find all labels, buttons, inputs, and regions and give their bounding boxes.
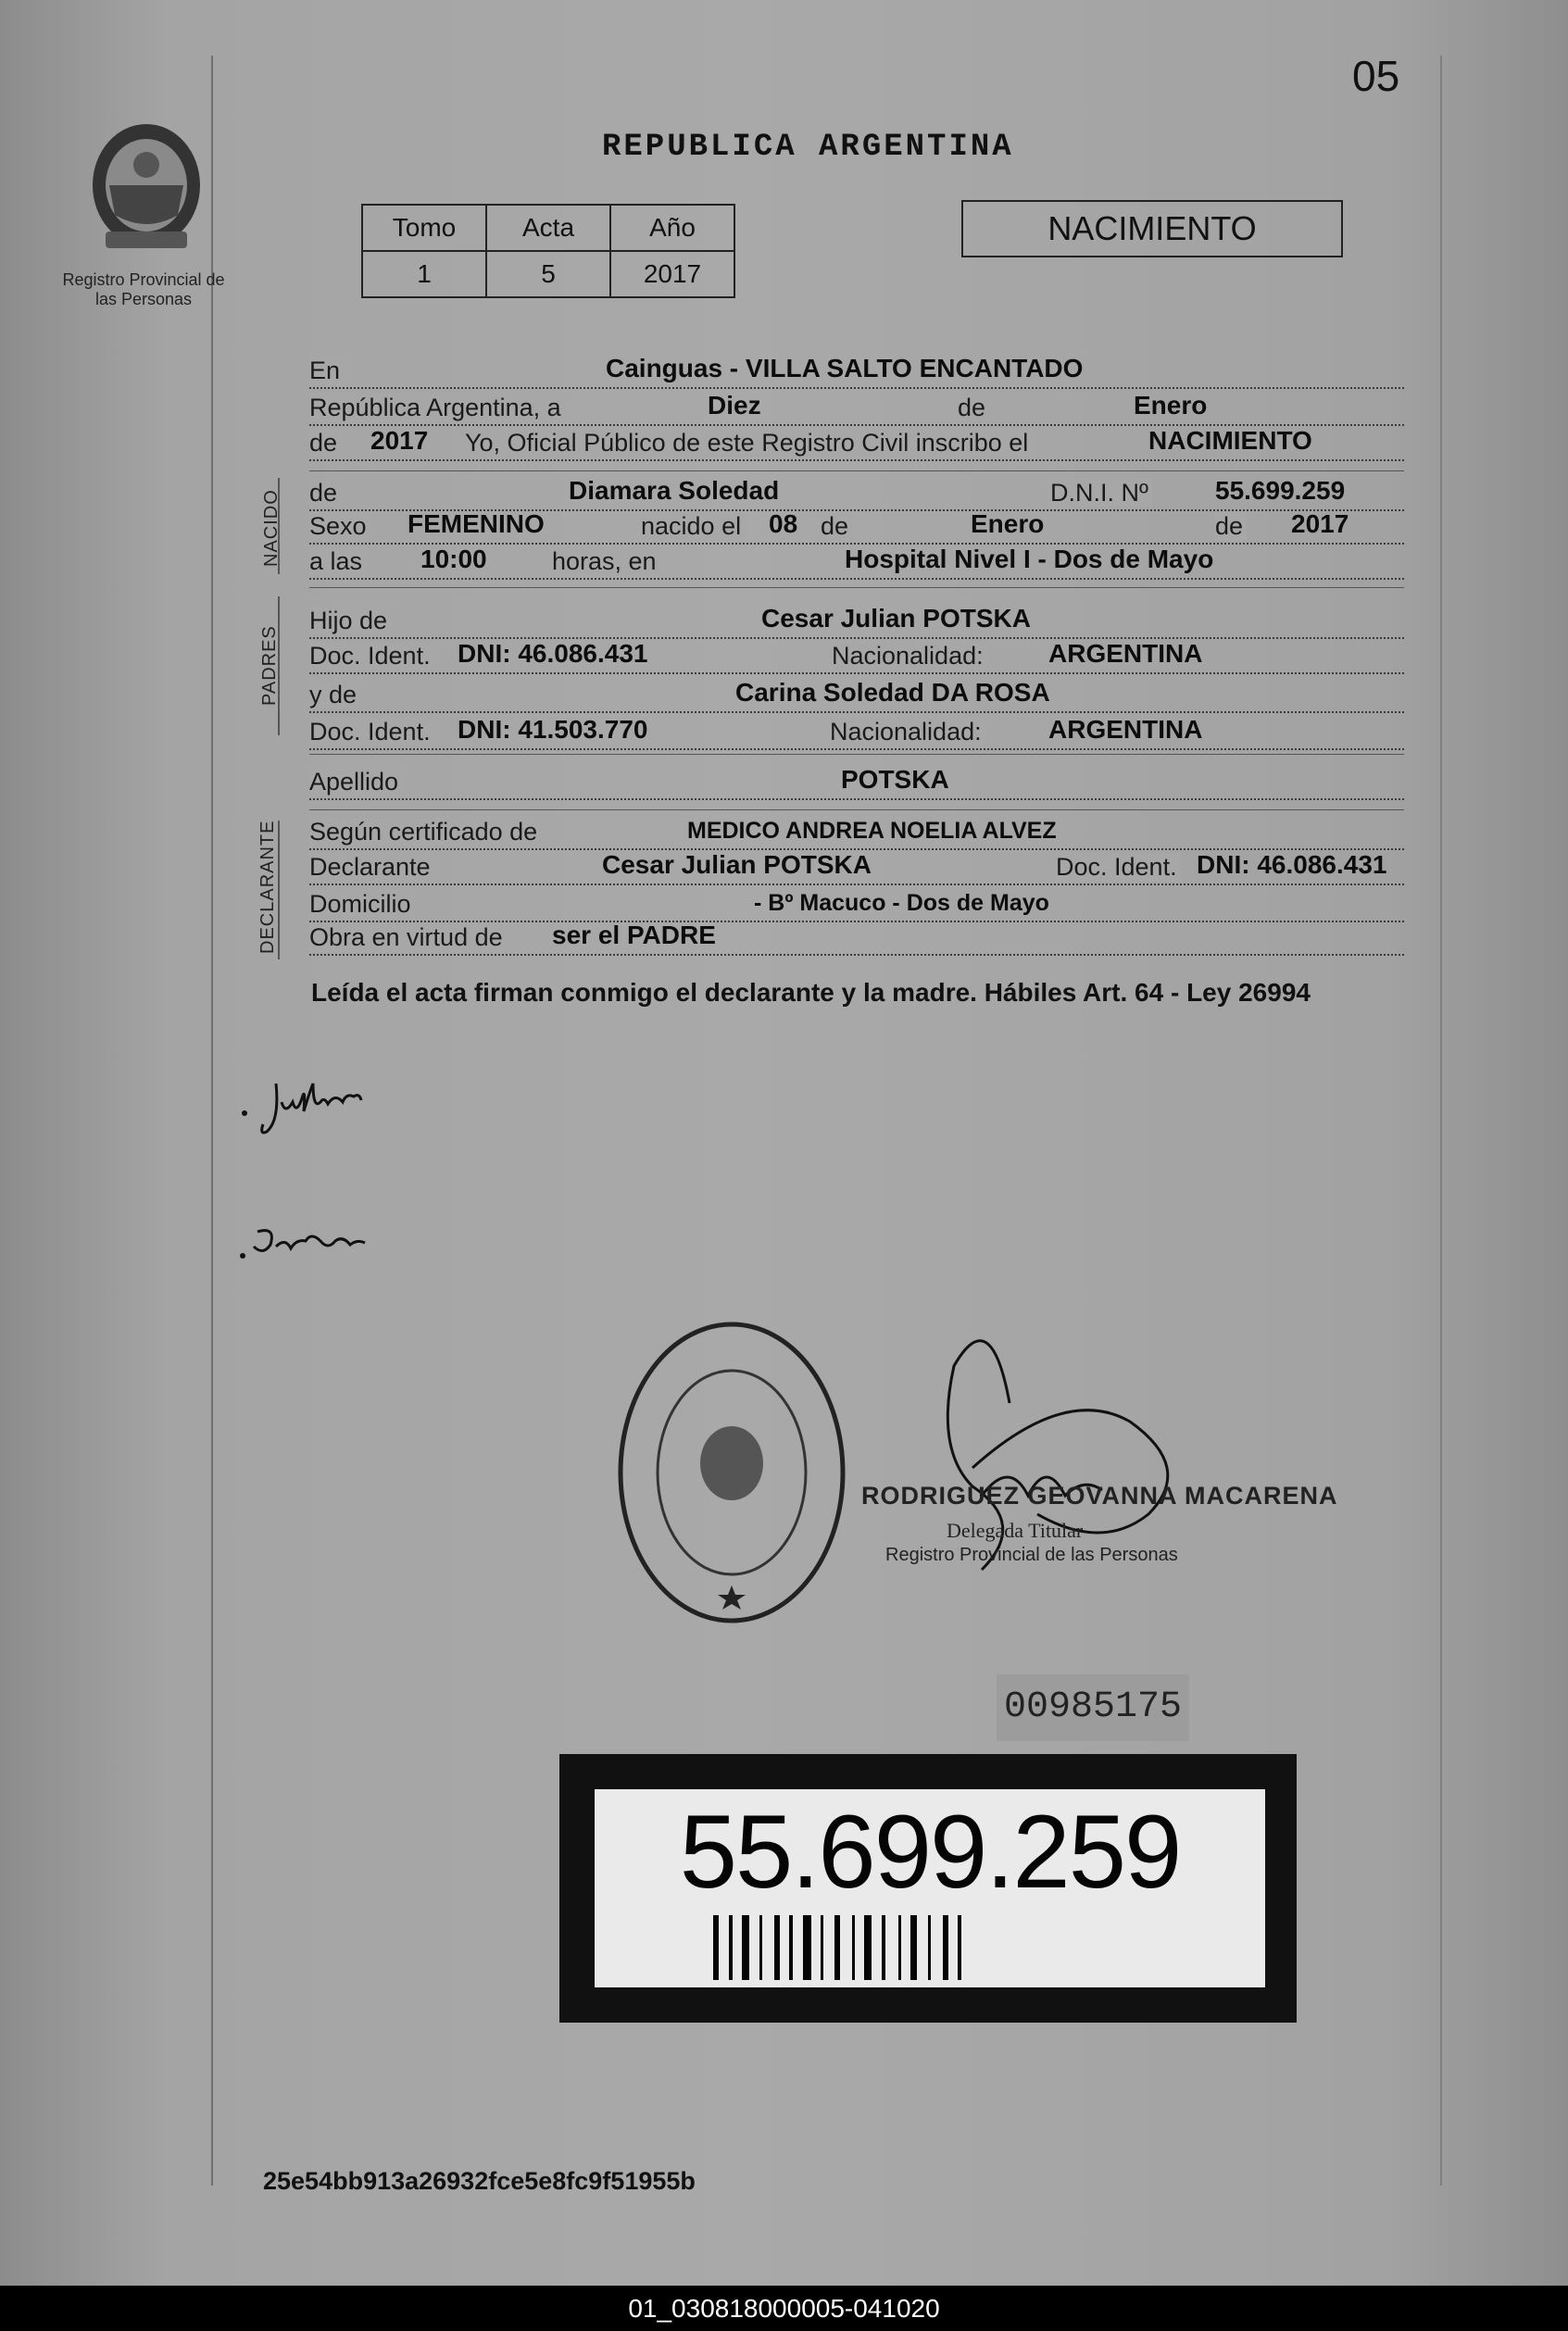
- value-act: NACIMIENTO: [1148, 426, 1312, 455]
- value-year: 2017: [370, 426, 429, 455]
- label-en: En: [309, 357, 344, 385]
- value-father-doc: DNI: 46.086.431: [458, 639, 648, 668]
- legal-text: Leída el acta firman conmigo el declarante y la madre. Hábiles Art. 64 - Ley 26994: [311, 978, 1311, 1007]
- tomo-value: 1: [362, 251, 486, 297]
- value-time: 10:00: [420, 545, 487, 573]
- label-yo: Yo, Oficial Público de este Registro Civil inscribo el: [465, 429, 1032, 457]
- row-time-place: [309, 541, 1404, 580]
- value-father-nat: ARGENTINA: [1048, 639, 1203, 668]
- label-de-name: de: [309, 479, 341, 508]
- page-number: 05: [1352, 52, 1400, 100]
- serial-number: 00985175: [997, 1674, 1189, 1741]
- value-father: Cesar Julian POTSKA: [761, 604, 1031, 633]
- label-de-year: de: [1215, 512, 1247, 541]
- value-obra: ser el PADRE: [552, 921, 716, 949]
- signer-name: RODRIGUEZ GEOVANNA MACARENA: [861, 1482, 1338, 1510]
- anio-value: 2017: [610, 251, 734, 297]
- tomo-header: Tomo: [362, 205, 486, 251]
- value-birth-year: 2017: [1291, 509, 1349, 538]
- label-doc-decl: Doc. Ident.: [1056, 853, 1181, 882]
- label-hijo-de: Hijo de: [309, 607, 391, 635]
- label-declarante: Declarante: [309, 853, 434, 882]
- acta-header: Acta: [486, 205, 610, 251]
- separator-apellido: [309, 754, 1404, 755]
- value-day: Diez: [708, 391, 761, 420]
- separator-padres: [309, 587, 1404, 588]
- anio-header: Año: [610, 205, 734, 251]
- value-dni: 55.699.259: [1215, 476, 1346, 505]
- label-apellido: Apellido: [309, 768, 402, 796]
- value-mother: Carina Soledad DA ROSA: [735, 678, 1050, 707]
- value-apellido: POTSKA: [841, 765, 949, 794]
- label-nacido-el: nacido el: [641, 512, 745, 541]
- page-title: REPUBLICA ARGENTINA: [602, 130, 1014, 165]
- value-decl-doc: DNI: 46.086.431: [1197, 850, 1387, 879]
- id-number: 55.699.259: [679, 1794, 1181, 1910]
- side-label-nacido: NACIDO: [261, 489, 282, 567]
- row-father: [309, 600, 1404, 639]
- value-domicilio: - Bº Macuco - Dos de Mayo: [754, 890, 1049, 916]
- value-birth-place: Hospital Nivel I - Dos de Mayo: [845, 545, 1214, 573]
- row-year-act: [309, 422, 1404, 461]
- label-doc-father: Doc. Ident.: [309, 642, 434, 670]
- row-mother: [309, 674, 1404, 713]
- acta-value: 5: [486, 251, 610, 297]
- label-domicilio: Domicilio: [309, 890, 415, 919]
- row-cert: [309, 811, 1404, 850]
- label-obra: Obra en virtud de: [309, 923, 507, 952]
- value-month: Enero: [1134, 391, 1208, 420]
- barcode-icon: [713, 1915, 1158, 1980]
- misiones-crest-icon: [82, 119, 211, 257]
- label-dni: D.N.I. Nº: [1050, 479, 1152, 508]
- footer-bar: 01_030818000005-041020: [0, 2286, 1568, 2331]
- crest-caption: Registro Provincial de las Personas: [62, 270, 225, 308]
- value-cert: MEDICO ANDREA NOELIA ALVEZ: [687, 818, 1057, 844]
- label-sexo: Sexo: [309, 512, 370, 541]
- label-doc-mother: Doc. Ident.: [309, 718, 434, 746]
- value-sexo: FEMENINO: [408, 509, 545, 538]
- value-mother-doc: DNI: 41.503.770: [458, 715, 648, 744]
- row-father-doc: [309, 635, 1404, 674]
- row-apellido: [309, 761, 1404, 800]
- label-rep: República Argentina, a: [309, 394, 565, 422]
- value-mother-nat: ARGENTINA: [1048, 715, 1203, 744]
- handwritten-signature-father-icon: [239, 1065, 406, 1139]
- row-declarante: [309, 846, 1404, 885]
- label-de-month: de: [821, 512, 852, 541]
- record-type-box: NACIMIENTO: [961, 200, 1343, 257]
- label-y-de: y de: [309, 681, 360, 709]
- label-nat-mother: Nacionalidad:: [830, 718, 985, 746]
- row-obra: [309, 917, 1404, 956]
- signer-role: Delegada Titular: [947, 1519, 1084, 1542]
- value-name: Diamara Soledad: [569, 476, 780, 505]
- tomo-acta-anio-table: [361, 204, 735, 298]
- label-horas: horas, en: [552, 547, 660, 576]
- handwritten-signature-mother-icon: [239, 1213, 396, 1269]
- label-cert: Según certificado de: [309, 818, 541, 846]
- value-place: Cainguas - VILLA SALTO ENCANTADO: [606, 354, 1084, 382]
- side-label-declarante: DECLARANTE: [257, 820, 278, 954]
- row-date: [309, 387, 1404, 426]
- row-place: [309, 350, 1404, 389]
- signer-registry: Registro Provincial de las Personas: [885, 1545, 1178, 1565]
- official-stamp-icon: [611, 1315, 852, 1630]
- side-label-padres: PADRES: [259, 625, 280, 706]
- row-mother-doc: [309, 711, 1404, 750]
- separator-nacido: [309, 470, 1404, 471]
- label-nat-father: Nacionalidad:: [832, 642, 987, 670]
- row-sexo: [309, 506, 1404, 545]
- label-de: de: [958, 394, 986, 421]
- label-alas: a las: [309, 547, 366, 576]
- document-hash: 25e54bb913a26932fce5e8fc9f51955b: [263, 2167, 696, 2195]
- value-birth-day: 08: [769, 509, 798, 538]
- label-de2: de: [309, 429, 341, 457]
- separator-declarante: [309, 809, 1404, 810]
- value-birth-month: Enero: [971, 509, 1045, 538]
- value-declarante: Cesar Julian POTSKA: [602, 850, 872, 879]
